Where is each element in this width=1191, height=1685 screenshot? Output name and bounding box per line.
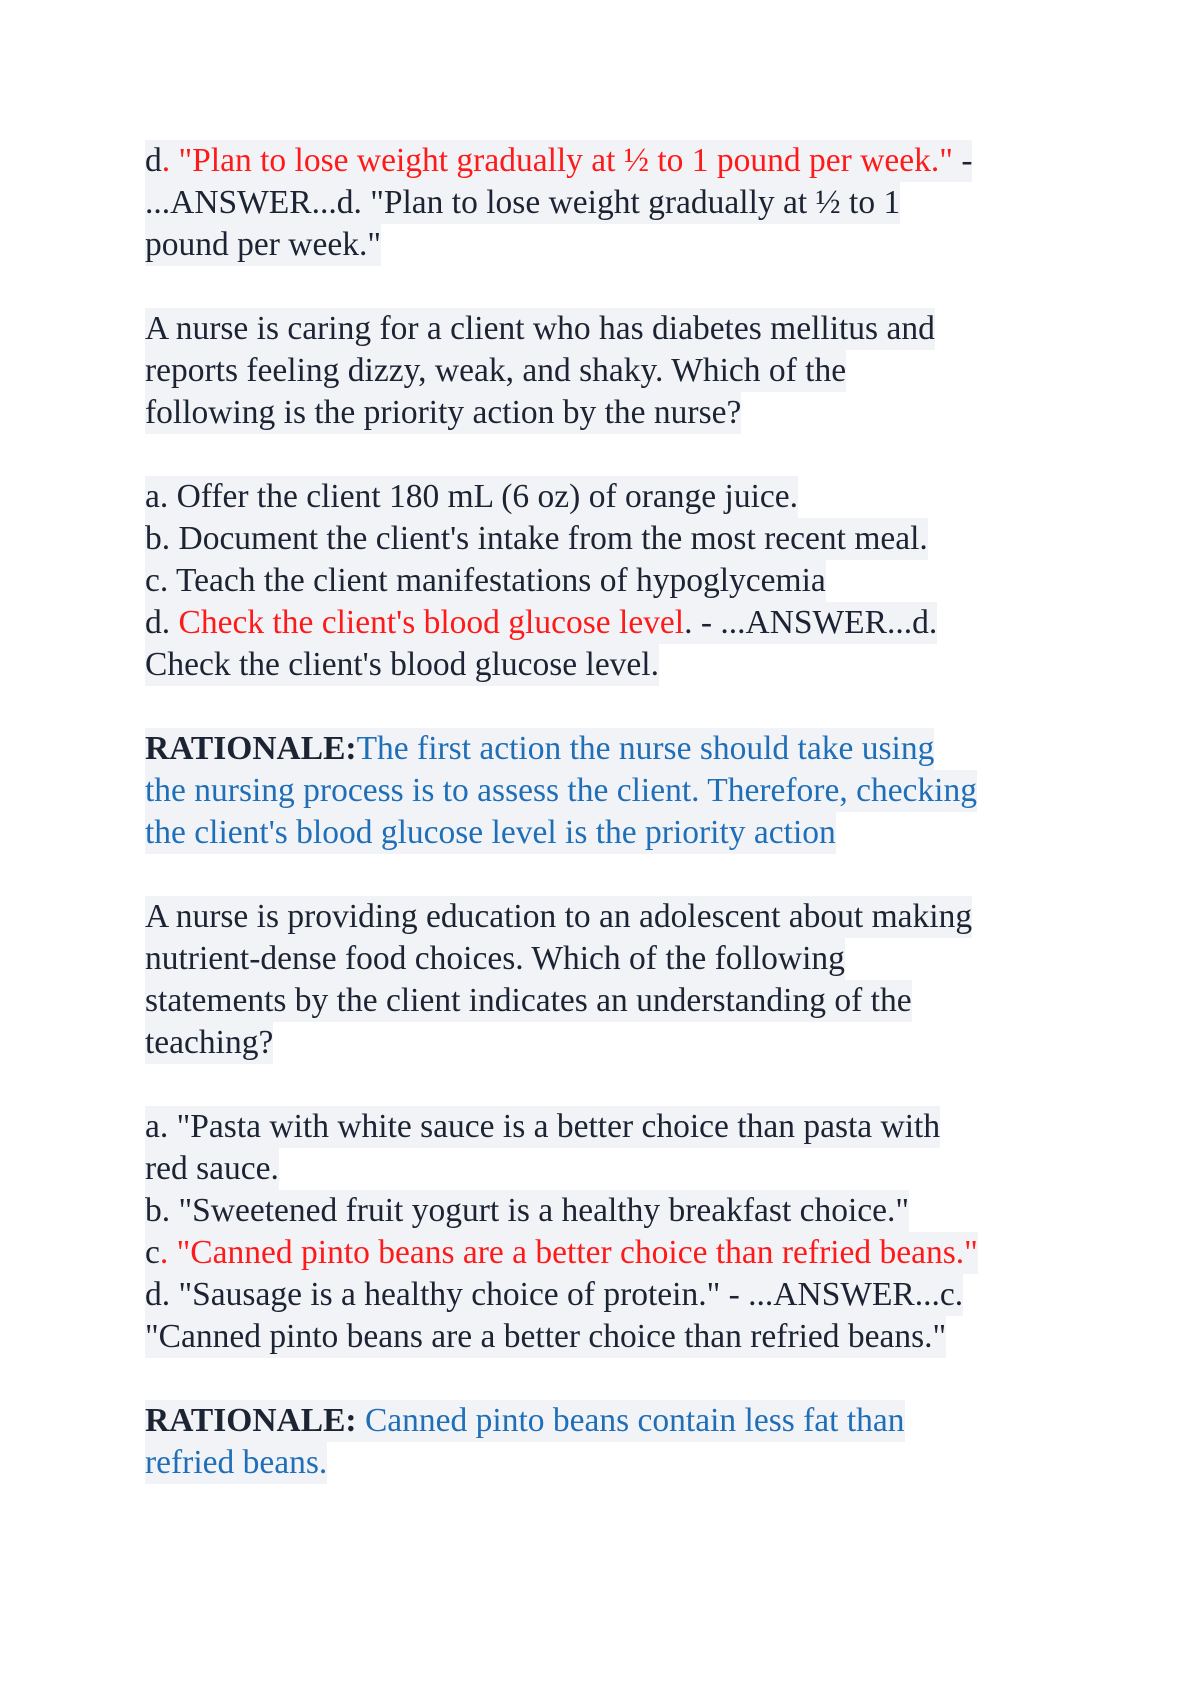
option-b: b. "Sweetened fruit yogurt is a healthy breakfast choice.": [145, 1190, 909, 1232]
rationale-text: Canned pinto beans contain less fat than: [364, 1402, 905, 1439]
answer-block-q1: [145, 140, 1055, 266]
rationale-block-3: [145, 1400, 1055, 1484]
text-line: [145, 140, 972, 182]
answer-suffix: -: [952, 142, 973, 179]
rationale-label: RATIONALE:: [145, 1402, 365, 1439]
option-d: d. "Sausage is a healthy choice of protein." - ...ANSWER...c.: [145, 1274, 963, 1316]
answer-line: "Canned pinto beans are a better choice than refried beans.": [145, 1316, 946, 1358]
rationale-line: [145, 1400, 905, 1442]
option-letter: c: [145, 1234, 160, 1271]
option-a: a. Offer the client 180 mL (6 oz) of orange juice.: [145, 476, 798, 518]
rationale-line: refried beans.: [145, 1442, 327, 1484]
rationale-line: the client's blood glucose level is the priority action: [145, 812, 836, 854]
options-block-3: [145, 1106, 1055, 1358]
option-letter: d: [145, 142, 162, 179]
option-c: c. Teach the client manifestations of hypoglycemia: [145, 560, 826, 602]
question-line: A nurse is providing education to an adolescent about making: [145, 896, 972, 938]
text-line: ...ANSWER...d. "Plan to lose weight gradually at ½ to 1: [145, 182, 900, 224]
question-block-3: [145, 896, 1055, 1064]
option-b: b. Document the client's intake from the most recent meal.: [145, 518, 928, 560]
question-line: following is the priority action by the nurse?: [145, 392, 741, 434]
option-letter: d.: [145, 604, 179, 641]
rationale-text: The first action the nurse should take using: [356, 730, 935, 767]
options-block-2: [145, 476, 1055, 686]
rationale-label: RATIONALE:: [145, 730, 357, 767]
question-line: nutrient-dense food choices. Which of the following: [145, 938, 845, 980]
question-line: A nurse is caring for a client who has diabetes mellitus and: [145, 308, 935, 350]
rationale-block-2: [145, 728, 1055, 854]
document-page: [145, 140, 1055, 1526]
question-block-2: [145, 308, 1055, 434]
answer-suffix: . - ...ANSWER...d.: [684, 604, 938, 641]
question-line: reports feeling dizzy, weak, and shaky. Which of the: [145, 350, 846, 392]
correct-answer-highlight: Check the client's blood glucose level: [178, 604, 685, 641]
option-a: a. "Pasta with white sauce is a better choice than pasta with: [145, 1106, 940, 1148]
option-a-continued: red sauce.: [145, 1148, 279, 1190]
option-c: [145, 1232, 978, 1274]
rationale-line: [145, 728, 934, 770]
question-line: teaching?: [145, 1022, 273, 1064]
answer-line: Check the client's blood glucose level.: [145, 644, 659, 686]
correct-answer-highlight: . "Plan to lose weight gradually at ½ to 1 pound per week.": [161, 142, 953, 179]
question-line: statements by the client indicates an understanding of the: [145, 980, 912, 1022]
rationale-line: the nursing process is to assess the client. Therefore, checking: [145, 770, 977, 812]
option-d: [145, 602, 937, 644]
correct-answer-highlight: . "Canned pinto beans are a better choice than refried beans.": [159, 1234, 978, 1271]
text-line: pound per week.": [145, 224, 381, 266]
